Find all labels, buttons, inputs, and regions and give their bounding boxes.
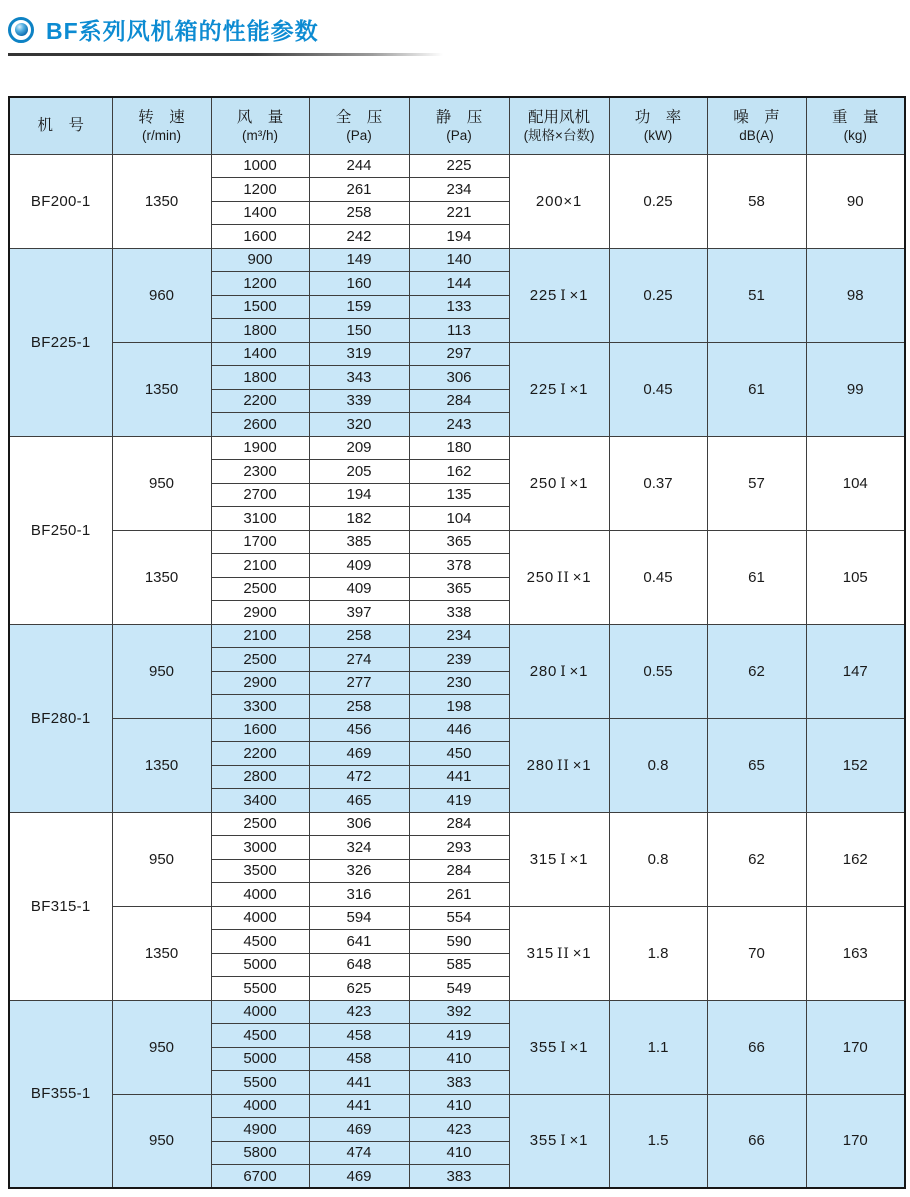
total-pressure-cell: 641 [309,930,409,954]
total-pressure-cell: 160 [309,272,409,296]
total-pressure-cell: 441 [309,1094,409,1118]
power-cell: 0.45 [609,530,707,624]
total-pressure-cell: 594 [309,906,409,930]
section-header [6,13,902,46]
noise-cell: 70 [707,906,806,1000]
static-pressure-cell: 243 [409,413,509,437]
total-pressure-cell: 456 [309,718,409,742]
total-pressure-cell: 474 [309,1141,409,1165]
airflow-cell: 1800 [211,319,309,343]
bullet-circle-core [15,23,28,36]
weight-cell: 104 [806,436,905,530]
table-row [9,812,905,836]
table-row [9,248,905,272]
static-pressure-cell: 410 [409,1047,509,1071]
total-pressure-cell: 343 [309,366,409,390]
static-pressure-cell: 198 [409,695,509,719]
static-pressure-cell: 554 [409,906,509,930]
table-row [9,906,905,930]
column-header-unit: (r/min) [142,127,181,143]
airflow-cell: 1800 [211,366,309,390]
fan-spec-cell: 315 I ×1 [509,812,609,906]
page-title: BF系列风机箱的性能参数 [46,18,319,44]
airflow-cell: 2500 [211,577,309,601]
total-pressure-cell: 320 [309,413,409,437]
static-pressure-cell: 144 [409,272,509,296]
weight-cell: 147 [806,624,905,718]
airflow-cell: 2500 [211,648,309,672]
noise-cell: 66 [707,1094,806,1188]
static-pressure-cell: 293 [409,836,509,860]
airflow-cell: 4500 [211,930,309,954]
column-header-power_kw [609,97,707,154]
airflow-cell: 3100 [211,507,309,531]
total-pressure-cell: 441 [309,1071,409,1095]
airflow-cell: 5800 [211,1141,309,1165]
table-row [9,436,905,460]
bullet-circle-icon [8,17,34,43]
roman-numeral: I [560,287,567,304]
total-pressure-cell: 258 [309,624,409,648]
speed-cell: 960 [112,248,211,342]
column-header-unit: (Pa) [446,127,472,143]
static-pressure-cell: 284 [409,812,509,836]
power-cell: 1.1 [609,1000,707,1094]
power-cell: 0.45 [609,342,707,436]
speed-cell: 950 [112,1000,211,1094]
column-header-static_pressure_pa [409,97,509,154]
static-pressure-cell: 306 [409,366,509,390]
airflow-cell: 5500 [211,1071,309,1095]
airflow-cell: 3000 [211,836,309,860]
airflow-cell: 2200 [211,389,309,413]
power-cell: 0.8 [609,718,707,812]
total-pressure-cell: 209 [309,436,409,460]
roman-numeral: I [560,851,567,868]
static-pressure-cell: 234 [409,178,509,202]
total-pressure-cell: 648 [309,953,409,977]
static-pressure-cell: 419 [409,789,509,813]
column-header-label: 噪 声 [733,108,780,126]
airflow-cell: 1600 [211,225,309,249]
column-header-label: 功 率 [634,108,682,126]
column-header-label: 重 量 [831,108,879,126]
airflow-cell: 5000 [211,953,309,977]
noise-cell: 61 [707,342,806,436]
weight-cell: 105 [806,530,905,624]
speed-cell: 950 [112,624,211,718]
noise-cell: 65 [707,718,806,812]
weight-cell: 152 [806,718,905,812]
column-header-unit: (规格×台数) [523,127,595,143]
airflow-cell: 2900 [211,671,309,695]
noise-cell: 58 [707,154,806,248]
power-cell: 0.25 [609,154,707,248]
airflow-cell: 1900 [211,436,309,460]
power-cell: 0.37 [609,436,707,530]
static-pressure-cell: 383 [409,1071,509,1095]
total-pressure-cell: 242 [309,225,409,249]
column-header-matched_fan [509,97,609,154]
airflow-cell: 1200 [211,178,309,202]
static-pressure-cell: 180 [409,436,509,460]
weight-cell: 99 [806,342,905,436]
static-pressure-cell: 297 [409,342,509,366]
static-pressure-cell: 140 [409,248,509,272]
airflow-cell: 4500 [211,1024,309,1048]
roman-numeral: I [560,1133,567,1150]
table-row [9,1094,905,1118]
airflow-cell: 2700 [211,483,309,507]
table-header [9,97,905,154]
roman-numeral: I [560,663,567,680]
power-cell: 0.25 [609,248,707,342]
speed-cell: 950 [112,812,211,906]
static-pressure-cell: 446 [409,718,509,742]
column-header-label: 配用风机 [527,108,590,126]
airflow-cell: 3500 [211,859,309,883]
fan-spec-cell: 250 II ×1 [509,530,609,624]
static-pressure-cell: 383 [409,1165,509,1189]
total-pressure-cell: 277 [309,671,409,695]
total-pressure-cell: 182 [309,507,409,531]
noise-cell: 57 [707,436,806,530]
table-row [9,624,905,648]
table-row [9,718,905,742]
column-header-weight_kg [806,97,905,154]
weight-cell: 170 [806,1000,905,1094]
fan-spec-cell: 355 I ×1 [509,1000,609,1094]
airflow-cell: 1400 [211,342,309,366]
fan-spec-cell: 200×1 [509,154,609,248]
column-header-label: 转 速 [138,108,185,126]
static-pressure-cell: 392 [409,1000,509,1024]
airflow-cell: 2300 [211,460,309,484]
noise-cell: 51 [707,248,806,342]
total-pressure-cell: 339 [309,389,409,413]
static-pressure-cell: 378 [409,554,509,578]
fan-spec-cell: 225 I ×1 [509,248,609,342]
roman-numeral: I [560,381,567,398]
static-pressure-cell: 225 [409,154,509,178]
model-cell: BF250-1 [9,436,112,624]
weight-cell: 90 [806,154,905,248]
speed-cell: 1350 [112,906,211,1000]
column-header-unit: (kW) [643,127,673,143]
total-pressure-cell: 258 [309,695,409,719]
noise-cell: 62 [707,812,806,906]
noise-cell: 66 [707,1000,806,1094]
model-cell: BF315-1 [9,812,112,1000]
airflow-cell: 5500 [211,977,309,1001]
column-header-label: 风 量 [236,108,284,126]
total-pressure-cell: 458 [309,1047,409,1071]
total-pressure-cell: 397 [309,601,409,625]
roman-numeral: I [560,1039,567,1056]
static-pressure-cell: 365 [409,530,509,554]
airflow-cell: 900 [211,248,309,272]
speed-cell: 1350 [112,154,211,248]
weight-cell: 98 [806,248,905,342]
airflow-cell: 2200 [211,742,309,766]
static-pressure-cell: 261 [409,883,509,907]
total-pressure-cell: 423 [309,1000,409,1024]
total-pressure-cell: 194 [309,483,409,507]
static-pressure-cell: 239 [409,648,509,672]
total-pressure-cell: 465 [309,789,409,813]
noise-cell: 61 [707,530,806,624]
total-pressure-cell: 472 [309,765,409,789]
total-pressure-cell: 261 [309,178,409,202]
static-pressure-cell: 234 [409,624,509,648]
static-pressure-cell: 450 [409,742,509,766]
static-pressure-cell: 410 [409,1141,509,1165]
column-header-noise_dba [707,97,806,154]
total-pressure-cell: 150 [309,319,409,343]
total-pressure-cell: 409 [309,554,409,578]
airflow-cell: 4000 [211,906,309,930]
airflow-cell: 4000 [211,1000,309,1024]
column-header-unit: (m³/h) [242,127,278,143]
column-header-total_pressure_pa [309,97,409,154]
static-pressure-cell: 410 [409,1094,509,1118]
static-pressure-cell: 162 [409,460,509,484]
total-pressure-cell: 319 [309,342,409,366]
power-cell: 1.5 [609,1094,707,1188]
static-pressure-cell: 113 [409,319,509,343]
column-header-unit: (kg) [843,127,867,143]
airflow-cell: 4900 [211,1118,309,1142]
static-pressure-cell: 590 [409,930,509,954]
airflow-cell: 1000 [211,154,309,178]
static-pressure-cell: 284 [409,859,509,883]
airflow-cell: 2600 [211,413,309,437]
static-pressure-cell: 365 [409,577,509,601]
performance-table [8,96,906,1189]
table-row [9,1000,905,1024]
airflow-cell: 1700 [211,530,309,554]
static-pressure-cell: 194 [409,225,509,249]
static-pressure-cell: 284 [409,389,509,413]
total-pressure-cell: 324 [309,836,409,860]
weight-cell: 170 [806,1094,905,1188]
model-cell: BF355-1 [9,1000,112,1188]
airflow-cell: 2100 [211,624,309,648]
static-pressure-cell: 338 [409,601,509,625]
roman-numeral: I [560,475,567,492]
static-pressure-cell: 585 [409,953,509,977]
total-pressure-cell: 244 [309,154,409,178]
fan-spec-cell: 280 I ×1 [509,624,609,718]
static-pressure-cell: 230 [409,671,509,695]
static-pressure-cell: 423 [409,1118,509,1142]
column-header-label: 静 压 [435,108,483,126]
column-header-unit: dB(A) [739,127,774,143]
total-pressure-cell: 409 [309,577,409,601]
power-cell: 1.8 [609,906,707,1000]
airflow-cell: 4000 [211,1094,309,1118]
airflow-cell: 2500 [211,812,309,836]
total-pressure-cell: 306 [309,812,409,836]
airflow-cell: 3400 [211,789,309,813]
speed-cell: 1350 [112,342,211,436]
table-row [9,154,905,178]
weight-cell: 162 [806,812,905,906]
power-cell: 0.8 [609,812,707,906]
table-row [9,530,905,554]
total-pressure-cell: 205 [309,460,409,484]
fan-spec-cell: 250 I ×1 [509,436,609,530]
airflow-cell: 2800 [211,765,309,789]
noise-cell: 62 [707,624,806,718]
total-pressure-cell: 469 [309,1165,409,1189]
total-pressure-cell: 326 [309,859,409,883]
total-pressure-cell: 385 [309,530,409,554]
airflow-cell: 1200 [211,272,309,296]
column-header-speed_rpm [112,97,211,154]
static-pressure-cell: 133 [409,295,509,319]
static-pressure-cell: 441 [409,765,509,789]
total-pressure-cell: 258 [309,201,409,225]
roman-numeral: II [557,757,570,774]
static-pressure-cell: 221 [409,201,509,225]
total-pressure-cell: 469 [309,1118,409,1142]
static-pressure-cell: 104 [409,507,509,531]
header-row [9,97,905,154]
column-header-model [9,97,112,154]
static-pressure-cell: 419 [409,1024,509,1048]
fan-spec-cell: 315 II ×1 [509,906,609,1000]
airflow-cell: 5000 [211,1047,309,1071]
speed-cell: 1350 [112,530,211,624]
speed-cell: 950 [112,436,211,530]
airflow-cell: 2900 [211,601,309,625]
airflow-cell: 1400 [211,201,309,225]
column-header-airflow_m3h [211,97,309,154]
model-cell: BF225-1 [9,248,112,436]
fan-spec-cell: 225 I ×1 [509,342,609,436]
total-pressure-cell: 625 [309,977,409,1001]
airflow-cell: 1600 [211,718,309,742]
roman-numeral: II [557,945,570,962]
airflow-cell: 4000 [211,883,309,907]
title-underline [8,53,452,56]
total-pressure-cell: 316 [309,883,409,907]
fan-spec-cell: 355 I ×1 [509,1094,609,1188]
roman-numeral: II [557,569,570,586]
total-pressure-cell: 149 [309,248,409,272]
model-cell: BF200-1 [9,154,112,248]
static-pressure-cell: 135 [409,483,509,507]
airflow-cell: 6700 [211,1165,309,1189]
static-pressure-cell: 549 [409,977,509,1001]
speed-cell: 1350 [112,718,211,812]
total-pressure-cell: 458 [309,1024,409,1048]
total-pressure-cell: 469 [309,742,409,766]
airflow-cell: 1500 [211,295,309,319]
model-cell: BF280-1 [9,624,112,812]
column-header-unit: (Pa) [346,127,372,143]
weight-cell: 163 [806,906,905,1000]
airflow-cell: 3300 [211,695,309,719]
speed-cell: 950 [112,1094,211,1188]
power-cell: 0.55 [609,624,707,718]
total-pressure-cell: 274 [309,648,409,672]
total-pressure-cell: 159 [309,295,409,319]
fan-spec-cell: 280 II ×1 [509,718,609,812]
airflow-cell: 2100 [211,554,309,578]
column-header-label: 机 号 [37,117,84,135]
table-row [9,342,905,366]
table-body [9,154,905,1188]
column-header-label: 全 压 [335,108,383,126]
